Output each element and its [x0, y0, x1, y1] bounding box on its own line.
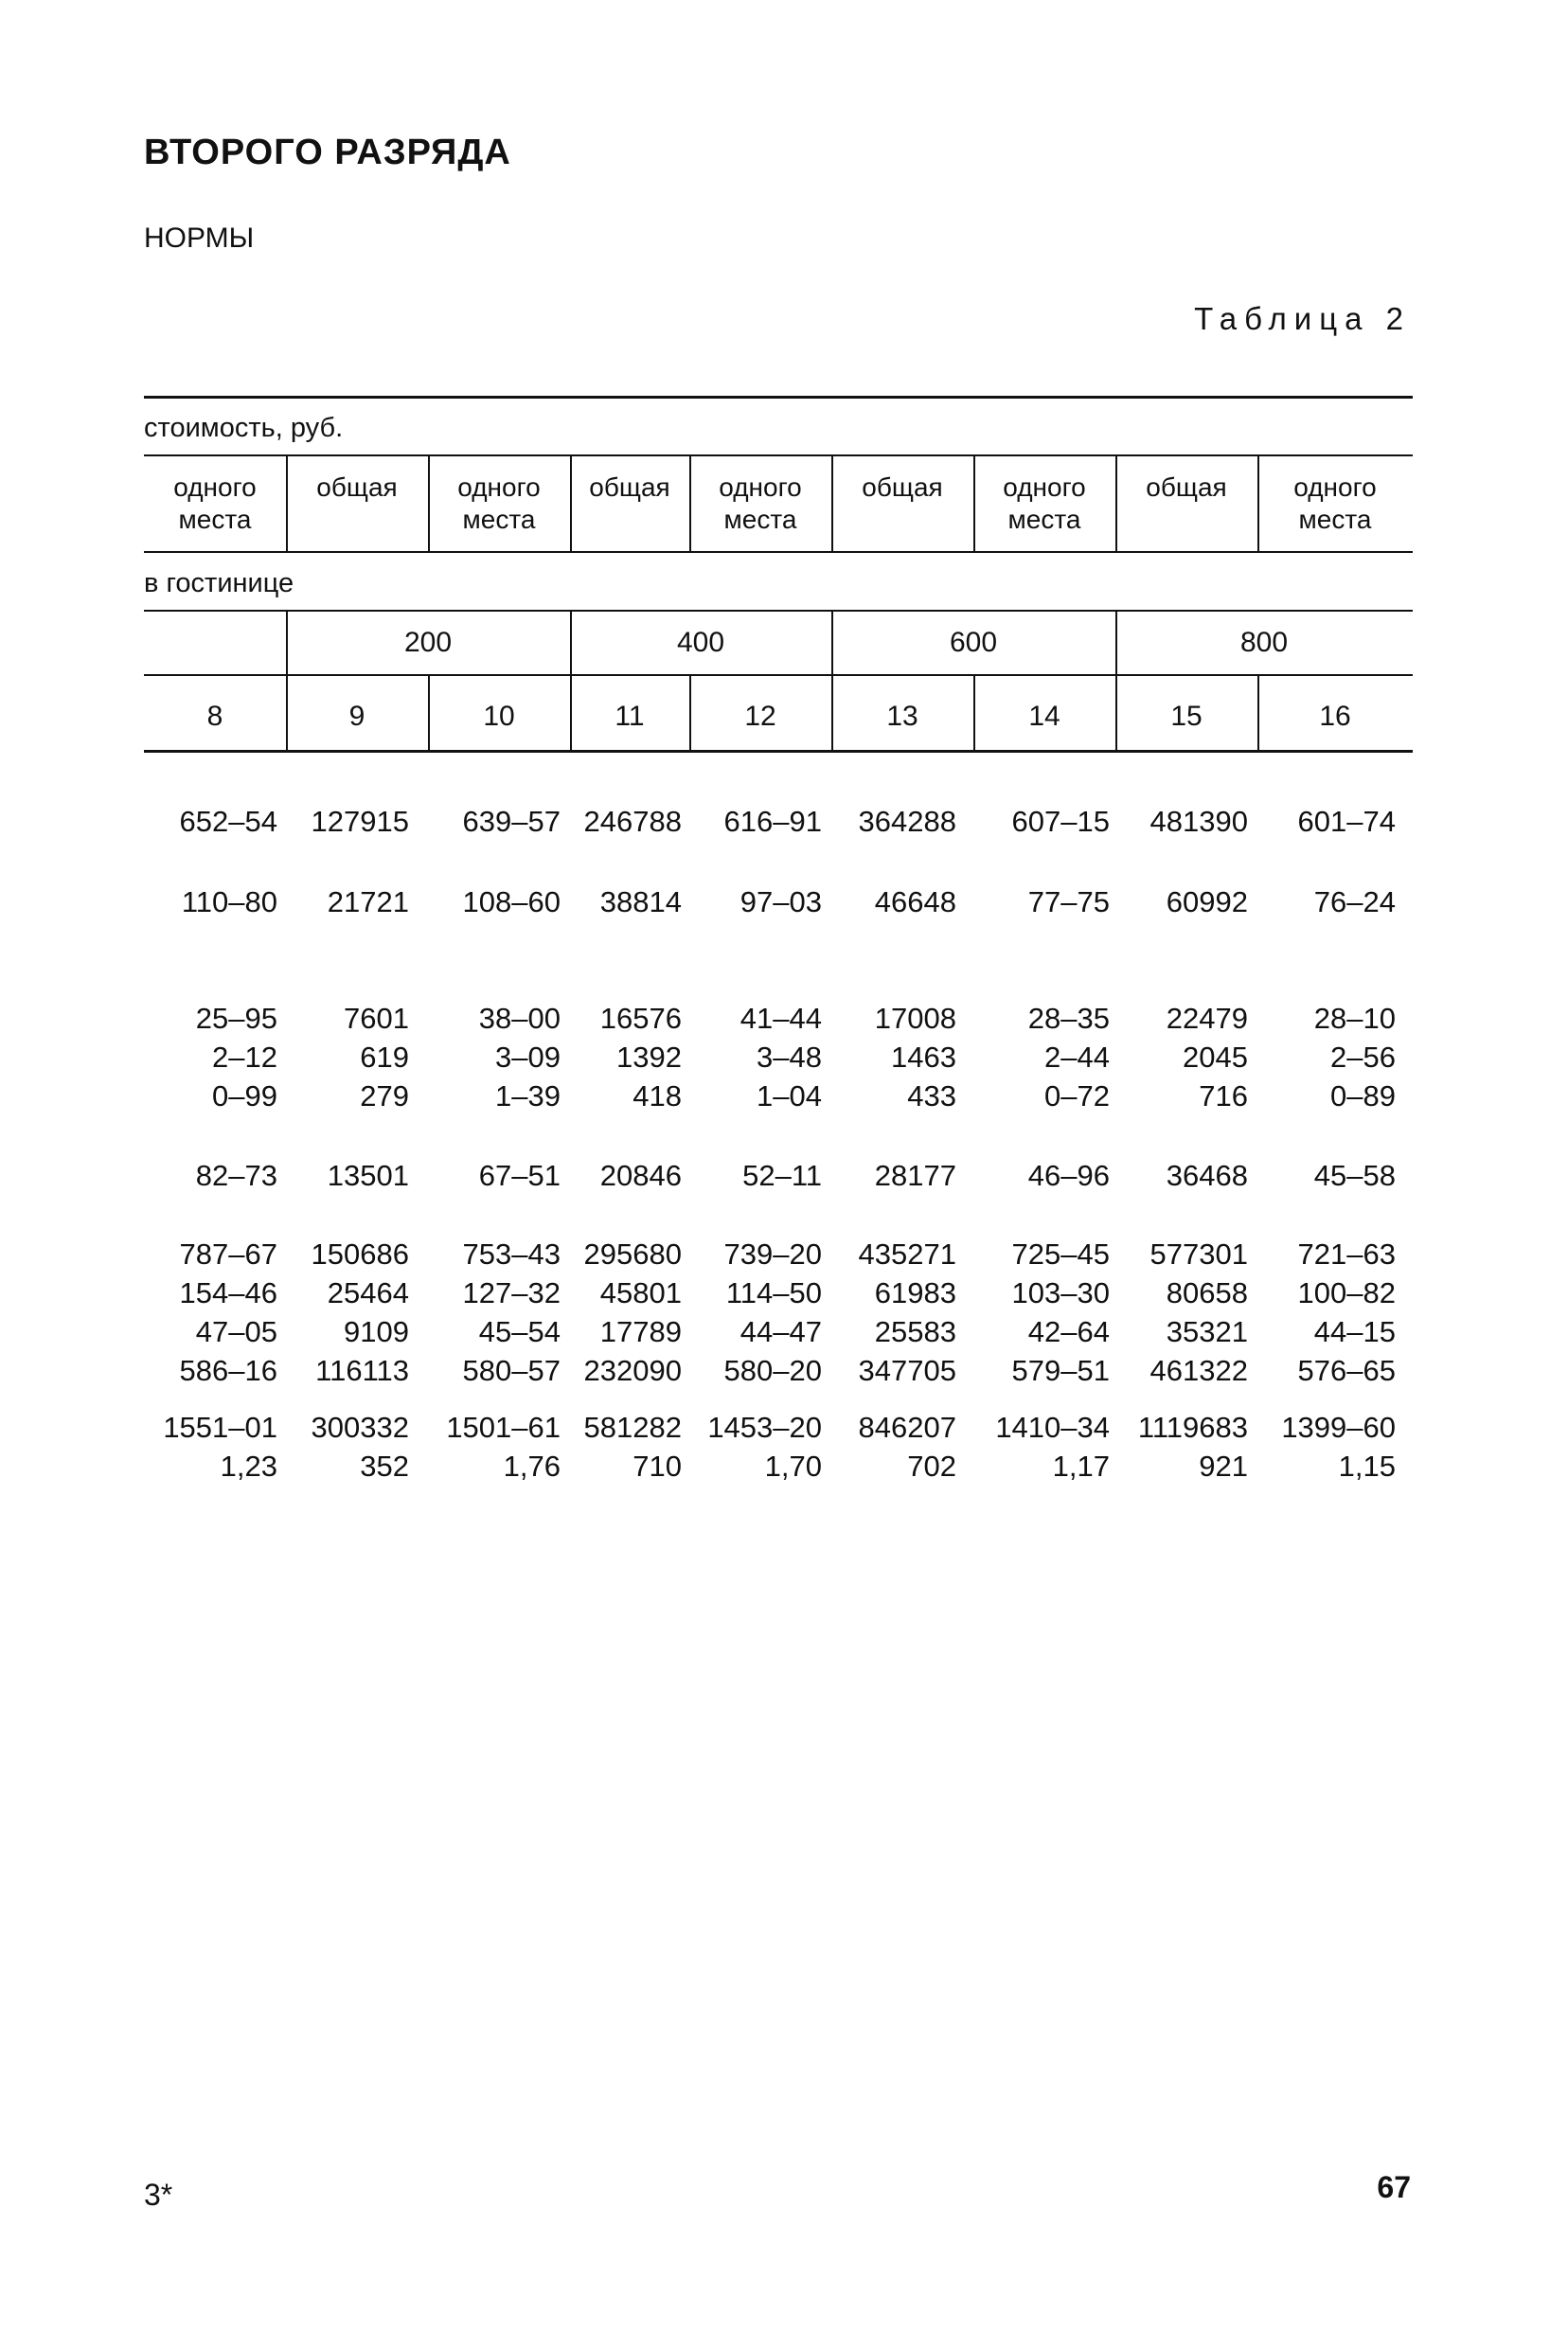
table-cell: 17789 [599, 1315, 682, 1348]
table-cell: 116113 [315, 1354, 409, 1387]
table-cell: 3–09 [495, 1041, 561, 1074]
table-cell: 1,17 [1052, 1450, 1110, 1483]
table-cell: 42–64 [1027, 1315, 1110, 1348]
column-number-10: 10 [483, 701, 515, 732]
table-cell: 577301 [1149, 1237, 1248, 1271]
column-type-16: одного места [1293, 472, 1377, 534]
table-cell: 38–00 [478, 1002, 561, 1035]
table-cell: 28–10 [1313, 1002, 1396, 1035]
table-cell: 652–54 [179, 805, 277, 838]
table-cell: 586–16 [179, 1354, 277, 1387]
table-cell: 46648 [874, 885, 956, 918]
table-cell: 580–20 [723, 1354, 822, 1387]
table-cell: 710 [633, 1450, 682, 1483]
table-cell: 80658 [1166, 1276, 1248, 1309]
table-cell: 739–20 [723, 1237, 822, 1271]
table-cell: 1–39 [495, 1079, 561, 1113]
table-cell: 580–57 [462, 1354, 561, 1387]
table-cell: 0–72 [1044, 1079, 1110, 1113]
table-cell: 279 [360, 1079, 409, 1113]
page-number: 67 [1377, 2170, 1411, 2204]
hotel-rule [144, 610, 1413, 612]
column-type-13: общая [862, 472, 943, 502]
table-cell: 108–60 [462, 885, 561, 918]
header-bottom-rule [144, 750, 1413, 753]
table-cell: 0–99 [212, 1079, 277, 1113]
table-cell: 1399–60 [1281, 1411, 1396, 1444]
column-number-14: 14 [1028, 701, 1060, 732]
column-number-11: 11 [615, 701, 645, 732]
column-number-9: 9 [348, 701, 365, 732]
table-cell: 45–58 [1313, 1159, 1396, 1192]
column-number-12: 12 [744, 701, 776, 732]
table-cell: 295680 [583, 1237, 682, 1271]
table-cell: 150686 [311, 1237, 409, 1271]
table-cell: 21721 [327, 885, 409, 918]
table-cell: 846207 [858, 1411, 956, 1444]
table-cell: 38814 [599, 885, 682, 918]
table-cell: 753–43 [462, 1237, 561, 1271]
table-cell: 35321 [1166, 1315, 1248, 1348]
table-cell: 25583 [874, 1315, 956, 1348]
table-cell: 13501 [327, 1159, 409, 1192]
table-cell: 364288 [858, 805, 956, 838]
table-cell: 45801 [599, 1276, 682, 1309]
table-cell: 921 [1199, 1450, 1248, 1483]
table-cell: 1,23 [220, 1450, 277, 1483]
table-cell: 581282 [583, 1411, 682, 1444]
table-cell: 232090 [583, 1354, 682, 1387]
table-top-rule [144, 396, 1413, 399]
table-cell: 702 [907, 1450, 956, 1483]
table-cell: 2–44 [1044, 1041, 1110, 1074]
table-cell: 97–03 [739, 885, 822, 918]
table-cell: 1,15 [1338, 1450, 1396, 1483]
column-type-10: одного места [457, 472, 541, 534]
table-cell: 82–73 [195, 1159, 277, 1192]
table-cell: 20846 [599, 1159, 682, 1192]
cost-rule [144, 454, 1413, 456]
table-cell: 45–54 [478, 1315, 561, 1348]
table-cell: 67–51 [478, 1159, 561, 1192]
table-cell: 435271 [858, 1237, 956, 1271]
table-cell: 1392 [616, 1041, 682, 1074]
table-cell: 433 [907, 1079, 956, 1113]
type-column-divider [831, 456, 833, 551]
table-cell: 601–74 [1297, 805, 1396, 838]
table-cell: 154–46 [179, 1276, 277, 1309]
type-column-divider [1115, 456, 1117, 551]
cost-label: стоимость, руб. [144, 413, 344, 443]
table-cell: 36468 [1166, 1159, 1248, 1192]
table-cell: 352 [360, 1450, 409, 1483]
type-column-divider [570, 456, 572, 551]
table-cell: 17008 [874, 1002, 956, 1035]
table-cell: 1,70 [764, 1450, 822, 1483]
table-cell: 461322 [1149, 1354, 1248, 1387]
table-cell: 616–91 [723, 805, 822, 838]
type-rule [144, 551, 1413, 553]
table-cell: 28–35 [1027, 1002, 1110, 1035]
table-cell: 1551–01 [163, 1411, 277, 1444]
capacity-200: 200 [403, 627, 453, 658]
table-cell: 103–30 [1011, 1276, 1110, 1309]
column-type-11: общая [589, 472, 670, 502]
table-cell: 246788 [583, 805, 682, 838]
table-cell: 1463 [891, 1041, 956, 1074]
table-cell: 1501–61 [446, 1411, 561, 1444]
table-cell: 347705 [858, 1354, 956, 1387]
table-cell: 46–96 [1027, 1159, 1110, 1192]
table-cell: 44–15 [1313, 1315, 1396, 1348]
page-title: ВТОРОГО РАЗРЯДА [144, 133, 511, 172]
table-number: Таблица 2 [1194, 301, 1411, 336]
column-number-8: 8 [206, 701, 223, 732]
table-cell: 579–51 [1011, 1354, 1110, 1387]
column-type-15: общая [1146, 472, 1227, 502]
column-type-8: одного места [173, 472, 257, 534]
page-subtitle: НОРМЫ [144, 223, 255, 254]
table-cell: 1453–20 [707, 1411, 822, 1444]
table-cell: 127–32 [462, 1276, 561, 1309]
table-cell: 44–47 [739, 1315, 822, 1348]
table-cell: 22479 [1166, 1002, 1248, 1035]
table-cell: 100–82 [1297, 1276, 1396, 1309]
capacity-600: 600 [949, 627, 998, 658]
table-cell: 1410–34 [995, 1411, 1110, 1444]
type-column-divider [286, 456, 288, 551]
table-cell: 576–65 [1297, 1354, 1396, 1387]
table-cell: 47–05 [195, 1315, 277, 1348]
table-cell: 639–57 [462, 805, 561, 838]
table-cell: 607–15 [1011, 805, 1110, 838]
table-cell: 1–04 [757, 1079, 822, 1113]
table-cell: 300332 [311, 1411, 409, 1444]
table-cell: 76–24 [1313, 885, 1396, 918]
table-cell: 3–48 [757, 1041, 822, 1074]
table-cell: 481390 [1149, 805, 1248, 838]
table-cell: 619 [360, 1041, 409, 1074]
table-cell: 110–80 [181, 885, 277, 918]
capacity-800: 800 [1239, 627, 1289, 658]
table-cell: 60992 [1166, 885, 1248, 918]
column-number-16: 16 [1319, 701, 1351, 732]
column-number-15: 15 [1170, 701, 1203, 732]
column-type-9: общая [316, 472, 398, 502]
table-cell: 1,76 [503, 1450, 561, 1483]
table-cell: 418 [633, 1079, 682, 1113]
table-cell: 114–50 [725, 1276, 822, 1309]
capacity-400: 400 [676, 627, 725, 658]
table-cell: 0–89 [1330, 1079, 1396, 1113]
table-cell: 716 [1199, 1079, 1248, 1113]
table-cell: 77–75 [1027, 885, 1110, 918]
table-cell: 25464 [327, 1276, 409, 1309]
signature-mark: 3* [144, 2178, 173, 2212]
table-cell: 2–12 [212, 1041, 277, 1074]
table-cell: 725–45 [1011, 1237, 1110, 1271]
column-number-13: 13 [886, 701, 918, 732]
table-cell: 61983 [874, 1276, 956, 1309]
table-cell: 721–63 [1297, 1237, 1396, 1271]
table-cell: 16576 [599, 1002, 682, 1035]
table-cell: 25–95 [195, 1002, 277, 1035]
capacity-rule [144, 674, 1413, 676]
column-type-12: одного места [719, 472, 802, 534]
table-cell: 2–56 [1330, 1041, 1396, 1074]
table-cell: 28177 [874, 1159, 956, 1192]
table-cell: 7601 [344, 1002, 409, 1035]
table-cell: 52–11 [742, 1159, 822, 1192]
table-cell: 1119683 [1137, 1411, 1248, 1444]
table-cell: 787–67 [179, 1237, 277, 1271]
table-cell: 9109 [344, 1315, 409, 1348]
table-cell: 127915 [311, 805, 409, 838]
table-cell: 41–44 [739, 1002, 822, 1035]
column-type-14: одного места [1003, 472, 1086, 534]
hotel-label: в гостинице [144, 568, 294, 598]
table-cell: 2045 [1183, 1041, 1248, 1074]
